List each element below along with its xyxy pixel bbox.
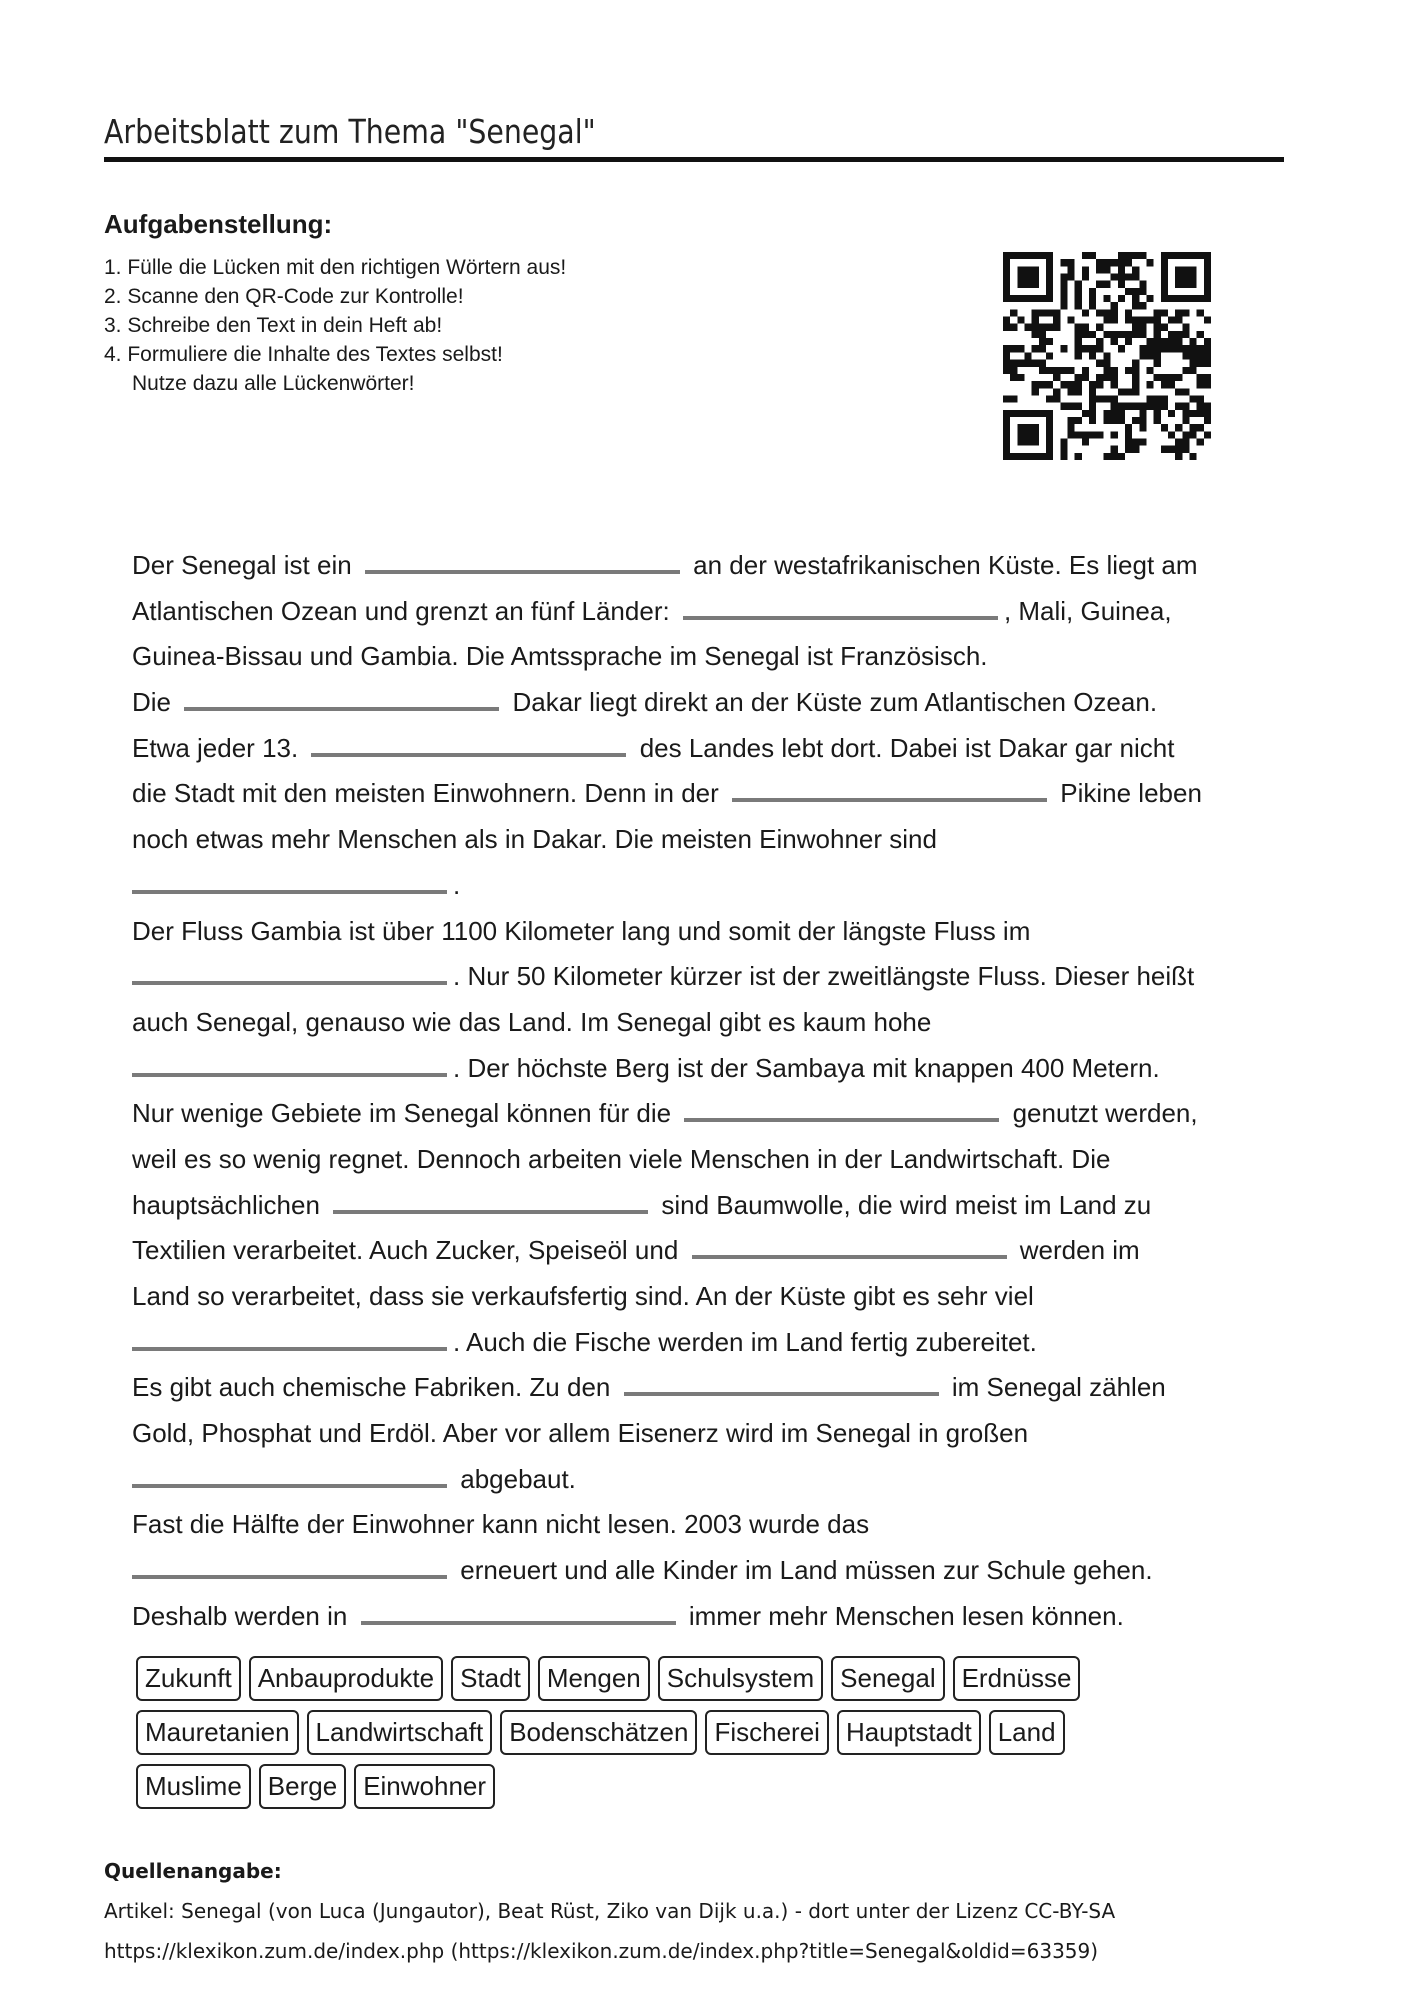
word-chip[interactable]: Fischerei (705, 1710, 828, 1755)
cloze-line (132, 771, 1282, 817)
task-item: 1. Fülle die Lücken mit den richtigen Wörtern aus! (104, 256, 567, 279)
word-bank (136, 1656, 1186, 1818)
word-chip[interactable]: Anbauprodukte (249, 1656, 443, 1701)
cloze-text-segment: . Auch die Fische werden im Land fertig zubereitet. (453, 1326, 1037, 1357)
cloze-text (132, 543, 1282, 1640)
blank-field[interactable] (683, 594, 998, 620)
cloze-line (132, 1502, 1282, 1548)
cloze-text-segment: Deshalb werden in (132, 1600, 348, 1631)
blank-field[interactable] (311, 731, 626, 757)
cloze-text-segment: noch etwas mehr Menschen als in Dakar. Die meisten Einwohner sind (132, 824, 937, 855)
cloze-text-segment: Etwa jeder 13. (132, 732, 299, 763)
task-heading: Aufgabenstellung: (104, 209, 333, 239)
sources-heading: Quellenangabe: (104, 1859, 282, 1883)
cloze-text-segment: Textilien verarbeitet. Auch Zucker, Speiseöl und (132, 1235, 679, 1266)
cloze-text-segment: Pikine leben (1060, 778, 1202, 809)
qr-code-icon (1003, 252, 1211, 460)
word-bank-row (136, 1710, 1186, 1764)
cloze-text-segment: Atlantischen Ozean und grenzt an fünf Länder: (132, 595, 670, 626)
word-chip[interactable]: Hauptstadt (837, 1710, 981, 1755)
task-item: Nutze dazu alle Lückenwörter! (132, 372, 415, 395)
task-item: 3. Schreibe den Text in dein Heft ab! (104, 314, 443, 337)
word-chip[interactable]: Senegal (831, 1656, 944, 1701)
cloze-text-segment: auch Senegal, genauso wie das Land. Im Senegal gibt es kaum hohe (132, 1006, 932, 1037)
cloze-line (132, 543, 1282, 589)
cloze-line (132, 634, 1282, 680)
word-chip[interactable]: Muslime (136, 1764, 251, 1809)
cloze-text-segment: weil es so wenig regnet. Dennoch arbeiten viele Menschen in der Landwirtschaft. Die (132, 1143, 1111, 1174)
cloze-line (132, 954, 1282, 1000)
cloze-text-segment: . Nur 50 Kilometer kürzer ist der zweitlängste Fluss. Dieser heißt (453, 961, 1195, 992)
cloze-line (132, 1274, 1282, 1320)
word-chip[interactable]: Landwirtschaft (307, 1710, 493, 1755)
blank-field[interactable] (132, 1553, 447, 1579)
cloze-line (132, 817, 1282, 863)
task-item: 2. Scanne den QR-Code zur Kontrolle! (104, 285, 464, 308)
cloze-line (132, 1457, 1282, 1503)
cloze-text-segment: Guinea-Bissau und Gambia. Die Amtssprache im Senegal ist Französisch. (132, 641, 988, 672)
cloze-text-segment: Land so verarbeitet, dass sie verkaufsfertig sind. An der Küste gibt es sehr viel (132, 1281, 1034, 1311)
cloze-line (132, 1046, 1282, 1092)
cloze-line (132, 1137, 1282, 1183)
word-chip[interactable]: Zukunft (136, 1656, 241, 1701)
cloze-line (132, 1365, 1282, 1411)
blank-field[interactable] (132, 959, 447, 985)
word-chip[interactable]: Mengen (538, 1656, 650, 1701)
cloze-text-segment: Die (132, 687, 172, 718)
cloze-text-segment: im Senegal zählen (951, 1372, 1166, 1403)
sources (104, 1851, 1115, 1971)
cloze-text-segment: Der Senegal ist ein (132, 550, 352, 580)
cloze-line (132, 1091, 1282, 1137)
blank-field[interactable] (132, 1051, 447, 1077)
cloze-text-segment: sind Baumwolle, die wird meist im Land zu (661, 1189, 1152, 1220)
word-chip[interactable]: Land (989, 1710, 1065, 1755)
blank-field[interactable] (365, 548, 680, 574)
title-divider (104, 157, 1284, 162)
cloze-line (132, 1228, 1282, 1274)
cloze-text-segment: die Stadt mit den meisten Einwohnern. Denn in der (132, 778, 719, 809)
cloze-line (132, 680, 1282, 726)
cloze-line (132, 1548, 1282, 1594)
word-chip[interactable]: Einwohner (354, 1764, 495, 1809)
blank-field[interactable] (132, 1462, 447, 1488)
cloze-text-segment: Dakar liegt direkt an der Küste zum Atlantischen Ozean. (512, 687, 1158, 718)
cloze-line (132, 1183, 1282, 1229)
word-chip[interactable]: Mauretanien (136, 1710, 299, 1755)
cloze-line (132, 1320, 1282, 1366)
cloze-text-segment: Gold, Phosphat und Erdöl. Aber vor allem Eisenerz wird im Senegal in großen (132, 1418, 1029, 1449)
cloze-text-segment: hauptsächlichen (132, 1189, 320, 1220)
cloze-text-segment: Fast die Hälfte der Einwohner kann nicht lesen. 2003 wurde das (132, 1509, 870, 1540)
cloze-text-segment: des Landes lebt dort. Dabei ist Dakar gar nicht (639, 732, 1175, 763)
cloze-text-segment: Der Fluss Gambia ist über 1100 Kilometer lang und somit der längste Fluss im (132, 915, 1031, 946)
page-title: Arbeitsblatt zum Thema "Senegal" (104, 112, 596, 151)
cloze-text-segment: abgebaut. (460, 1463, 576, 1494)
cloze-text-segment: an der westafrikanischen Küste. Es liegt am (693, 550, 1198, 580)
cloze-text-segment: erneuert und alle Kinder im Land müssen zur Schule gehen. (460, 1555, 1153, 1586)
task-item: 4. Formuliere die Inhalte des Textes selbst! (104, 343, 503, 366)
cloze-text-segment: genutzt werden, (1012, 1098, 1198, 1129)
word-chip[interactable]: Berge (259, 1764, 346, 1809)
blank-field[interactable] (132, 868, 447, 894)
word-chip[interactable]: Stadt (451, 1656, 530, 1701)
word-bank-row (136, 1656, 1186, 1710)
cloze-text-segment: . Der höchste Berg ist der Sambaya mit knappen 400 Metern. (453, 1052, 1160, 1083)
blank-field[interactable] (624, 1370, 939, 1396)
blank-field[interactable] (692, 1233, 1007, 1259)
source-line: Artikel: Senegal (von Luca (Jungautor), Beat Rüst, Ziko van Dijk u.a.) - dort unter der Lizenz CC-BY-SA (104, 1899, 1116, 1923)
cloze-text-segment: Nur wenige Gebiete im Senegal können für die (132, 1098, 672, 1129)
cloze-line (132, 863, 1282, 909)
cloze-line (132, 1000, 1282, 1046)
cloze-line (132, 909, 1282, 955)
word-bank-row (136, 1764, 1186, 1818)
cloze-text-segment: . (453, 869, 461, 900)
word-chip[interactable]: Schulsystem (658, 1656, 823, 1701)
word-chip[interactable]: Erdnüsse (953, 1656, 1081, 1701)
cloze-line (132, 1594, 1282, 1640)
blank-field[interactable] (684, 1096, 999, 1122)
cloze-line (132, 726, 1282, 772)
cloze-text-segment: werden im (1019, 1235, 1140, 1266)
blank-field[interactable] (333, 1188, 648, 1214)
blank-field[interactable] (184, 685, 499, 711)
task-list (104, 253, 566, 398)
cloze-text-segment: Es gibt auch chemische Fabriken. Zu den (132, 1372, 611, 1403)
cloze-line (132, 589, 1282, 635)
cloze-text-segment: immer mehr Menschen lesen können. (688, 1600, 1124, 1631)
cloze-text-segment: , Mali, Guinea, (1003, 595, 1172, 626)
blank-field[interactable] (732, 776, 1047, 802)
source-link[interactable]: https://klexikon.zum.de/index.php (https://klexikon.zum.de/index.php?title=Senegal&oldid=63359) (104, 1939, 1099, 1963)
blank-field[interactable] (361, 1599, 676, 1625)
cloze-line (132, 1411, 1282, 1457)
blank-field[interactable] (132, 1325, 447, 1351)
word-chip[interactable]: Bodenschätzen (500, 1710, 697, 1755)
